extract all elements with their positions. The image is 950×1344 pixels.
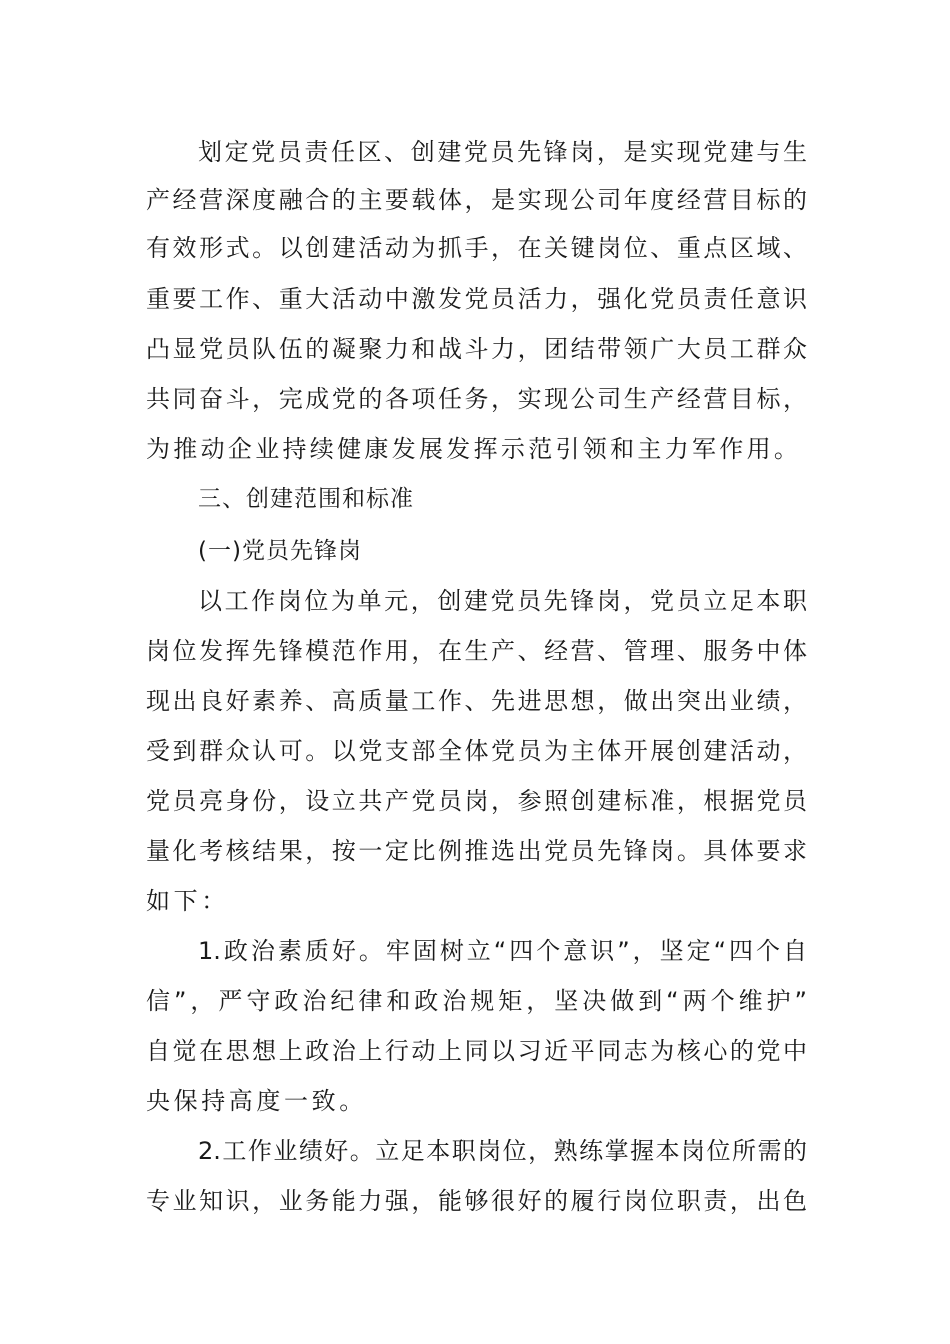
body-text-line: 凸显党员队伍的凝聚力和战斗力，团结带领广大员工群众 [146, 335, 807, 363]
body-text-line: 划定党员责任区、创建党员先锋岗，是实现党建与生 [198, 138, 807, 166]
list-item-line: 1.政治素质好。牢固树立“四个意识”，坚定“四个自 [198, 937, 807, 965]
list-item-line: 专业知识，业务能力强，能够很好的履行岗位职责，出色 [146, 1187, 807, 1215]
body-text-line: 现出良好素养、高质量工作、先进思想，做出突出业绩， [146, 687, 807, 715]
body-text-line: 以工作岗位为单元，创建党员先锋岗，党员立足本职 [198, 587, 807, 615]
body-text-line: 党员亮身份，设立共产党员岗，参照创建标准，根据党员 [146, 787, 807, 815]
body-text-line: 共同奋斗，完成党的各项任务，实现公司生产经营目标， [146, 385, 807, 413]
list-item-line: 央保持高度一致。 [146, 1087, 367, 1115]
section-heading: 三、创建范围和标准 [198, 486, 414, 512]
body-text-line: 岗位发挥先锋模范作用，在生产、经营、管理、服务中体 [146, 637, 807, 665]
list-item-line: 自觉在思想上政治上行动上同以习近平同志为核心的党中 [146, 1037, 807, 1065]
list-item-line: 信”，严守政治纪律和政治规矩，坚决做到“两个维护” [146, 987, 807, 1015]
subsection-heading: (一)党员先锋岗 [198, 538, 362, 564]
body-text-line: 如下： [146, 887, 229, 915]
list-item-line: 2.工作业绩好。立足本职岗位，熟练掌握本岗位所需的 [198, 1137, 807, 1165]
body-text-line: 重要工作、重大活动中激发党员活力，强化党员责任意识 [146, 285, 807, 313]
body-text-line: 量化考核结果，按一定比例推选出党员先锋岗。具体要求 [146, 837, 807, 865]
body-text-line: 受到群众认可。以党支部全体党员为主体开展创建活动， [146, 737, 807, 765]
body-text-line: 为推动企业持续健康发展发挥示范引领和主力军作用。 [146, 435, 802, 463]
body-text-line: 有效形式。以创建活动为抓手，在关键岗位、重点区域、 [146, 234, 807, 262]
body-text-line: 产经营深度融合的主要载体，是实现公司年度经营目标的 [146, 186, 807, 214]
